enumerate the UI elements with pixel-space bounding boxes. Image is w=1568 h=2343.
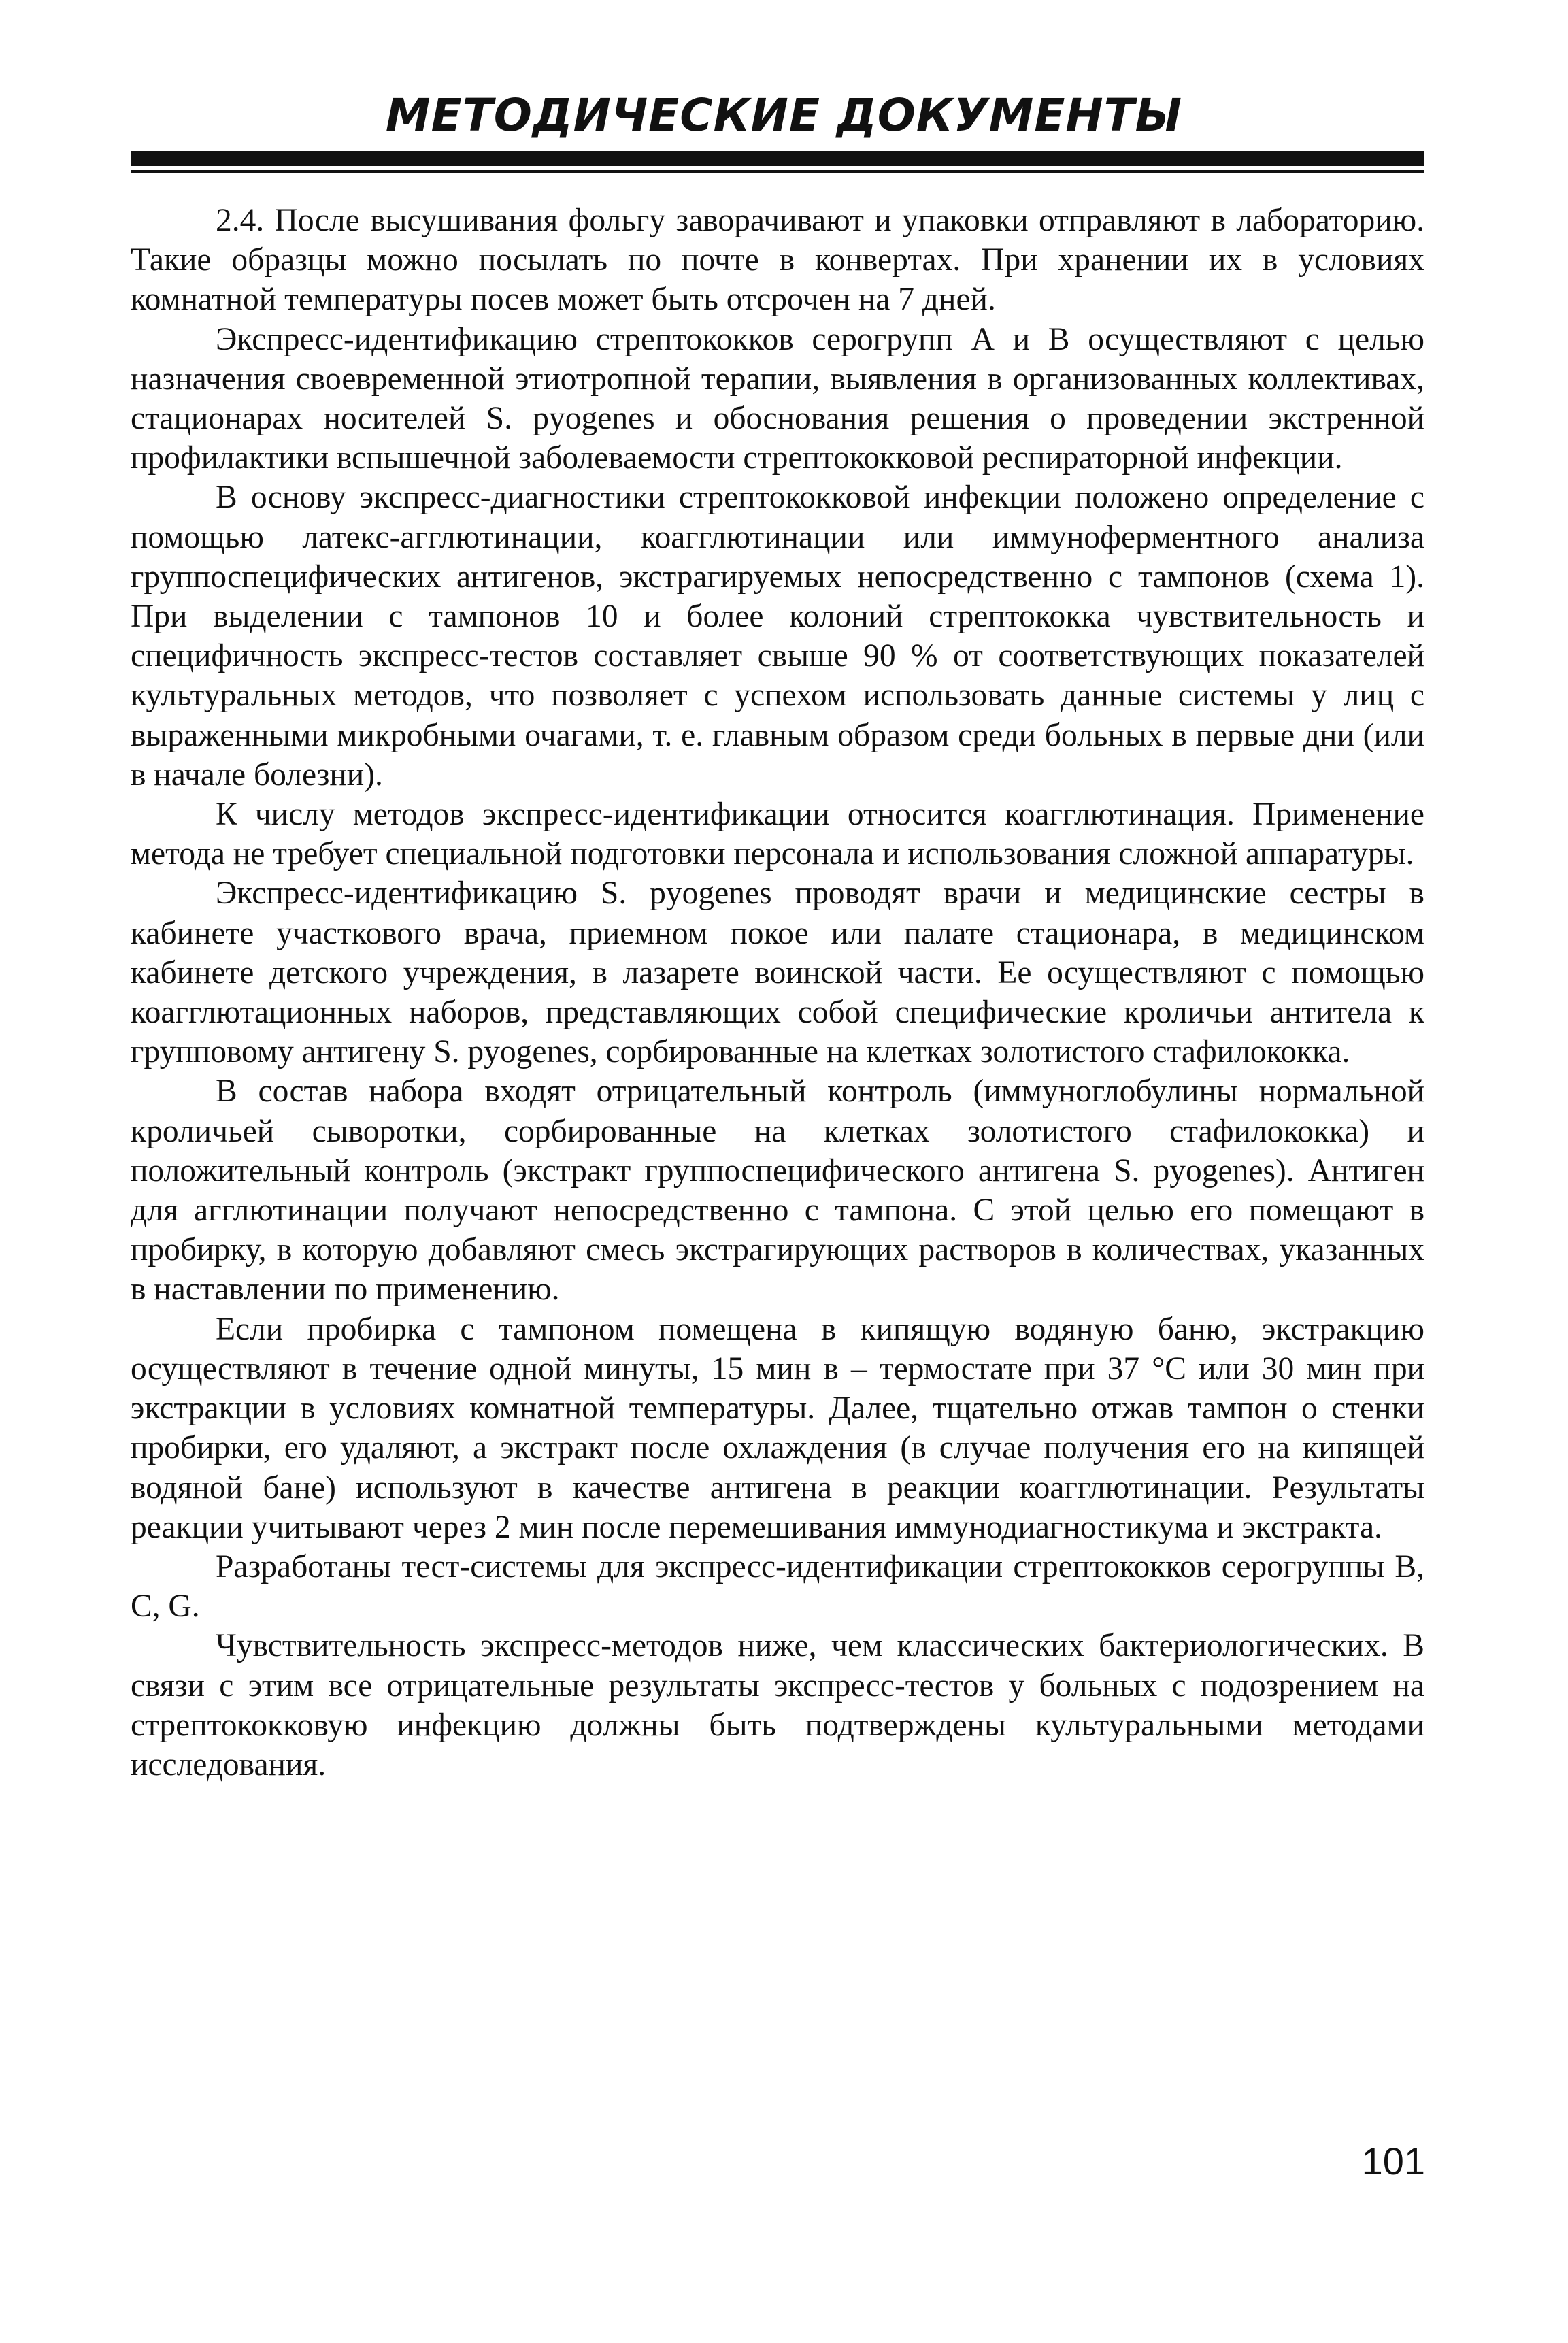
body-text [131,201,1424,1784]
page-number: 101 [1361,2140,1425,2182]
paragraph-express-identification-purpose: Экспресс-идентификацию стрептококков серогрупп А и В осуществляют с целью назначения своевременной этиотропной терапии, выявления в организованных коллективах, стационарах носителей S. pyogenes и обоснования решения о проведении экстренной профилактики вспышечной заболеваемости стрептококковой респираторной инфекции. [131,321,1424,476]
paragraph-2-4: 2.4. После высушивания фольгу заворачивают и упаковки отправляют в лабораторию. Такие образцы можно посылать по почте в конвертах. При хранении их в условиях комнатной температуры посев может быть отсрочен на 7 дней. [131,203,1424,318]
paragraph-kit-composition: В состав набора входят отрицательный контроль (иммуноглобулины нормальной кроличьей сыворотки, сорбированные на клетках золотистого стафилококка) и положительный контроль (экстракт группоспецифического антигена S. pyogenes). Антиген для агглютинации получают непосредственно с тампона. С этой целью его помещают в пробирку, в которую добавляют смесь экстрагирующих растворов в количествах, указанных в наставлении по применению. [131,1074,1424,1308]
paragraph-sensitivity: Чувствительность экспресс-методов ниже, чем классических бактериологических. В связи с этим все отрицательные результаты экспресс-тестов у больных с подозрением на стрептококковую инфекцию должны быть подтверждены культуральными методами исследования. [131,1628,1424,1782]
paragraph-express-diagnostics-basis: В основу экспресс-диагностики стрептококковой инфекции положено определение с помощью латекс-агглютинации, коагглютинации или иммуноферментного анализа группоспецифических антигенов, экстрагируемых непосредственно с тампонов (схема 1). При выделении с тампонов 10 и более колоний стрептококка чувствительность и специфичность экспресс-тестов составляет свыше 90 % от соответствующих показателей культуральных методов, что позволяет с успехом использовать данные системы у лиц с выраженными микробными очагами, т. е. главным образом среди больных в первые дни (или в начале болезни). [131,480,1424,793]
header-rule-thick [131,151,1424,166]
paragraph-extraction-procedure: Если пробирка с тампоном помещена в кипящую водяную баню, экстракцию осуществляют в течение одной минуты, 15 мин в – термостате при 37 °С или 30 мин при экстракции в условиях комнатной температуры. Далее, тщательно отжав тампон о стенки пробирки, его удаляют, а экстракт после охлаждения (в случае получения его на кипящей водяной бане) используют в качестве антигена в реакции коагглютинации. Результаты реакции учитывают через 2 мин после перемешивания иммунодиагностикума и экстракта. [131,1311,1424,1545]
paragraph-test-systems: Разработаны тест-системы для экспресс-идентификации стрептококков серогруппы В, С, G. [131,1548,1424,1625]
header-rule-thin [131,170,1424,173]
paragraph-coagglutination-method: К числу методов экспресс-идентификации относится коагглютинация. Применение метода не требует специальной подготовки персонала и использования сложной аппаратуры. [131,797,1424,872]
running-header-title: МЕТОДИЧЕСКИЕ ДОКУМЕНТЫ [385,89,1183,142]
paragraph-who-performs: Экспресс-идентификацию S. pyogenes проводят врачи и медицинские сестры в кабинете участкового врача, приемном покое или палате стационара, в медицинском кабинете детского учреждения, в лазарете воинской части. Ее осуществляют с помощью коагглютационных наборов, представляющих собой специфические кроличьи антитела к групповому антигену S. pyogenes, сорбированные на клетках золотистого стафилококка. [131,876,1424,1070]
